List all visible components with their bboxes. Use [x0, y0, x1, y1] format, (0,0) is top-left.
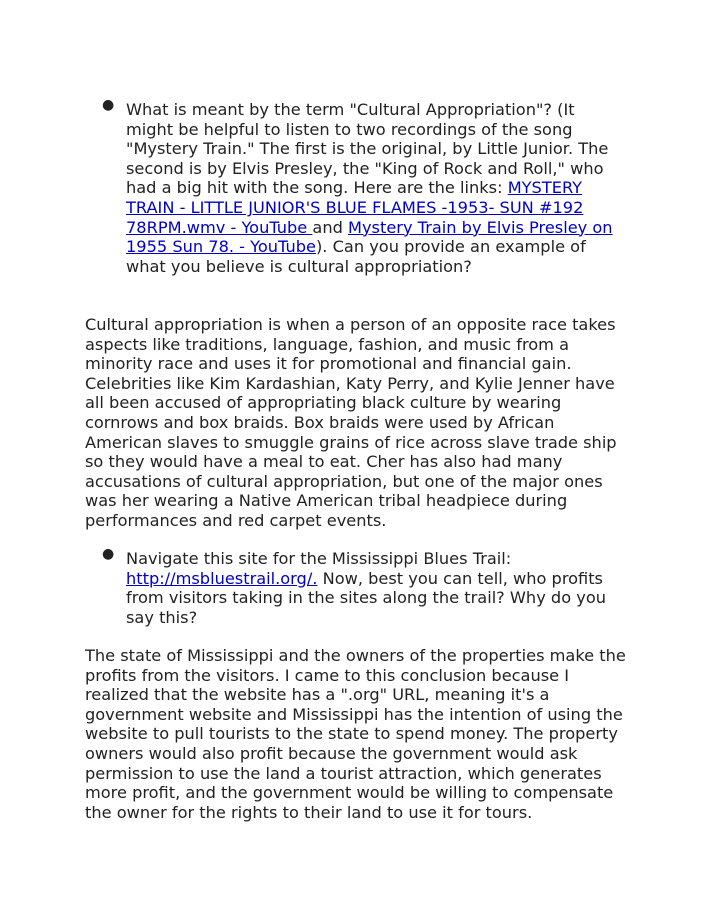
bullet-icon: ● — [102, 97, 115, 113]
answer-2-text: The state of Mississippi and the owners of the properties make the profits from the visitors. I came to this conclusion because I realized that the website has a ".org" URL, meaning it's a government website and Mississippi has the intention of using the website to pull tourists to the state to spend money. The property owners would also profit because the government would ask permission to use the land a tourist attraction, which generates more profit, and the government would be willing to compensate the owner for the rights to their land to use it for tours. — [85, 646, 626, 822]
question-1-intro: What is meant by the term "Cultural Appropriation"? (It might be helpful to listen to two recordings of the song "Mystery Train." The first is the original, by Little Junior. The second is by Elvis Presley, the "King of Rock and Roll," who had a big hit with the song. Here are the links: — [126, 100, 609, 198]
answer-2 — [85, 646, 635, 822]
question-2-text — [126, 549, 616, 627]
question-2-intro: Navigate this site for the Mississippi Blues Trail: — [126, 549, 512, 568]
msbluestrail-link[interactable]: http://msbluestrail.org/. — [126, 568, 318, 588]
question-1-text — [126, 100, 616, 276]
elvis-presley-youtube-link[interactable]: Mystery Train by Elvis Presley on 1955 Sun 78. - YouTube — [126, 217, 613, 257]
question-2 — [126, 549, 616, 627]
question-1-and: and — [312, 217, 349, 237]
answer-1 — [85, 315, 635, 531]
little-junior-youtube-link[interactable]: MYSTERY TRAIN - LITTLE JUNIOR'S BLUE FLAMES -1953- SUN #192 78RPM.wmv - YouTube — [126, 178, 584, 237]
answer-1-text: Cultural appropriation is when a person of an opposite race takes aspects like traditions, language, fashion, and music from a minority race and uses it for promotional and financial gain. Celebrities like Kim Kardashian, Katy Perry, and Kylie Jenner have all been accused of appropriating black culture by wearing cornrows and box braids. Box braids were used by African American slaves to smuggle grains of rice across slave trade ship so they would have a meal to eat. Cher has also had many accusations of cultural appropriation, but one of the major ones was her wearing a Native American tribal headpiece during performances and red carpet events. — [85, 315, 617, 530]
question-1 — [126, 100, 616, 276]
bullet-icon: ● — [102, 546, 115, 562]
question-1-closing: ). Can you provide an example of what you believe is cultural appropriation? — [126, 237, 586, 276]
question-2-closing: Now, best you can tell, who profits from visitors taking in the sites along the trail? Why do you say this? — [126, 568, 606, 627]
